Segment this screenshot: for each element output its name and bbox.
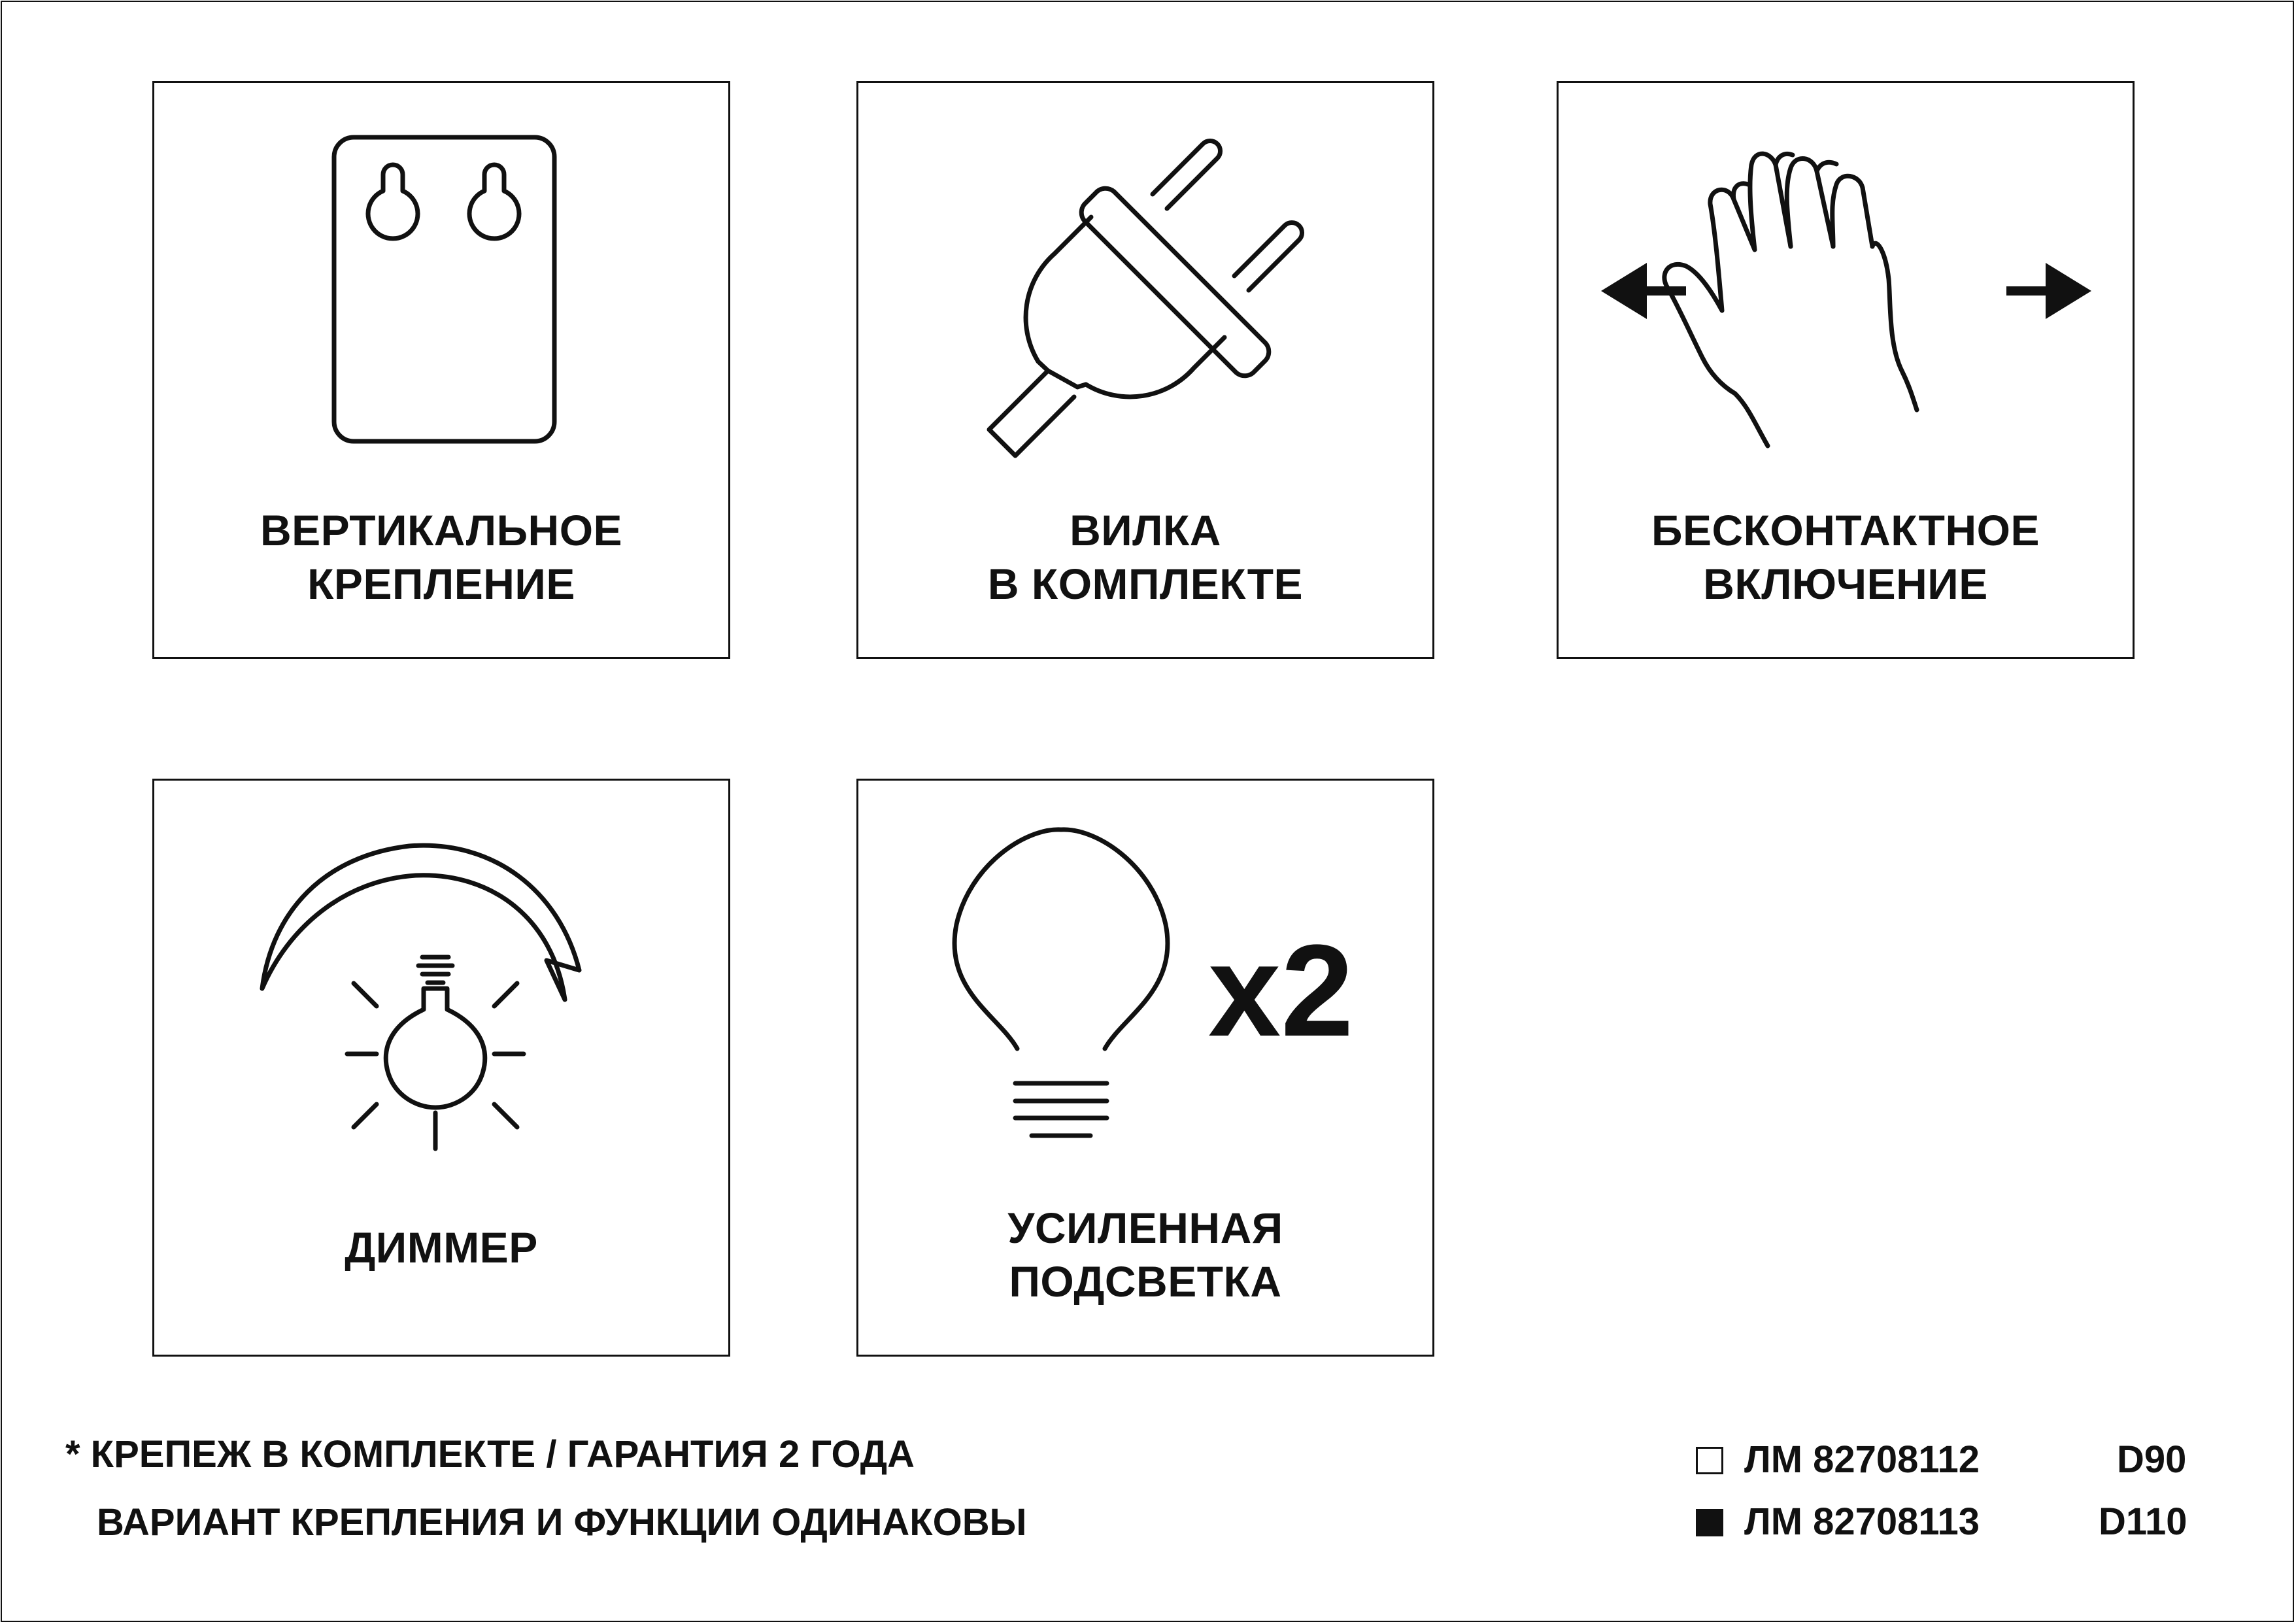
black-swatch (1696, 1509, 1723, 1536)
feature-card-plug (856, 81, 1434, 659)
feature-label: ВЕРТИКАЛЬНОЕ КРЕПЛЕНИЕ (260, 506, 623, 608)
variant-code: ЛМ 82708112 (1744, 1438, 1980, 1481)
feature-card-contactless (1557, 81, 2135, 659)
white-swatch (1696, 1447, 1723, 1474)
x2-badge: x2 (1208, 918, 1354, 1064)
variant-code: ЛМ 82708113 (1744, 1500, 1980, 1543)
feature-card-backlight (856, 779, 1434, 1357)
feature-label: ДИММЕР (345, 1223, 538, 1272)
feature-card-vertical-mount (152, 81, 730, 659)
arrow-right-icon (2006, 263, 2091, 319)
variant-size: D110 (2099, 1500, 2187, 1543)
feature-card-dimmer (152, 779, 730, 1357)
arrow-left-icon (1601, 263, 1686, 319)
note-line-1: * КРЕПЕЖ В КОМПЛЕКТЕ / ГАРАНТИЯ 2 ГОДА (65, 1433, 915, 1476)
note-line-2: ВАРИАНТ КРЕПЛЕНИЯ И ФУНКЦИИ ОДИНАКОВЫ (97, 1501, 1027, 1544)
variant-size: D90 (2117, 1438, 2187, 1481)
feature-label: ВИЛКА В КОМПЛЕКТЕ (987, 506, 1304, 608)
feature-label: БЕСКОНТАКТНОЕ ВКЛЮЧЕНИЕ (1651, 506, 2040, 608)
feature-label: УСИЛЕННАЯ ПОДСВЕТКА (1007, 1204, 1283, 1306)
